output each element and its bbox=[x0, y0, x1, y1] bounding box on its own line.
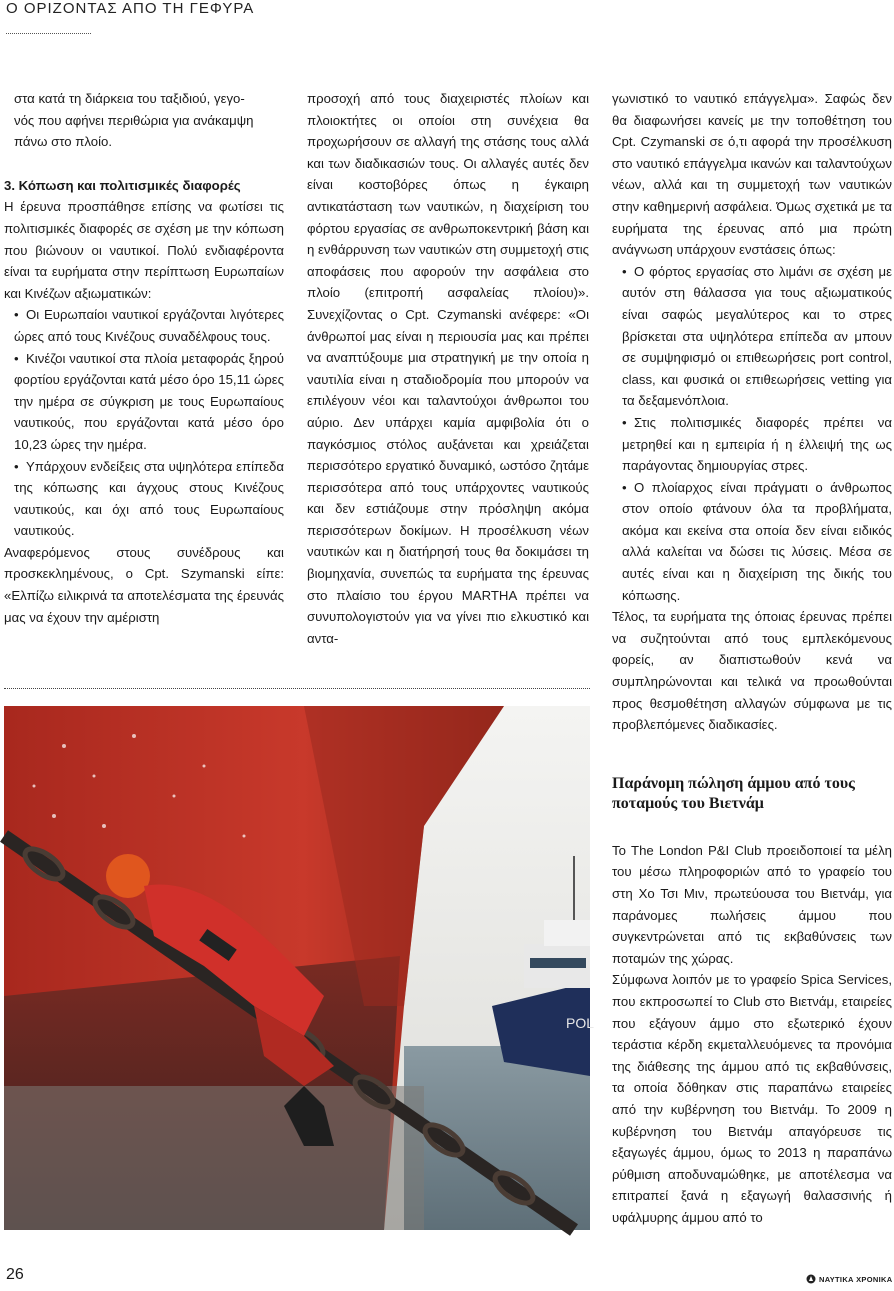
paragraph: προσοχή από τους διαχειριστές πλοίων και πλοιοκτήτες οι οποίοι στη συνέχεια θα προχωρήσουν σε αλλαγή της στάσης τους αλλά και των διαδικασιών τους. Οι αλλαγές αυτές δεν είναι κοστοβόρες όπως η έγκαιρη αντικατάσταση των ναυτικών, η διαχείριση του φόρτου εργασίας σε ανθρωποκεντρική βάση και η ενθάρρυνση των ναυτικών στη συμμετοχή στις αποφάσεις που αφορούν την ασφάλεια στο πλοίο (επιτροπή ασφαλείας πλοίου)». Συνεχίζοντας ο Cpt. Czymanski ανέφερε: «Οι άνθρωποί μας είναι η περιουσία μας και πρέπει να αναπτύξουμε μια στρατηγική με την οποία η ναυτιλία είναι η σταδιοδρομία που μπορούν να επιλέγουν νέοι και ταλαντούχοι άνθρωποι του αύριο. Δεν υπάρχει καμία αμφιβολία ότι ο παγκόσμιος στόλος αυξάνεται και χρειάζεται περισσότερο εργατικό δυναμικό, ωστόσο ζητάμε περισσότερα από τους υπάρχοντες ναυτικούς και δεν εστιάζουμε στην πρόσληψη ακόμα περισσότερων δοκίμων. Η προσέλκυση νέων ναυτικών και η διατήρησή τους θα δοκιμάσει τη βιομηχανία, συνεπώς τα ευρήματα της έρευνας στο πλαίσιο του έργου MARTHA πρέπει να συνυπολογιστούν για να γίνει πιο ελκυστικό και αντα- bbox=[307, 91, 589, 646]
photo-divider bbox=[4, 688, 590, 689]
text-column-3 bbox=[612, 88, 892, 1229]
bullet-item: • Υπάρχουν ενδείξεις στα υψηλότερα επίπεδα της κόπωσης και άγχους στους Κινέζους ναυτικούς, και όχι από τους Ευρωπαίους ναυτικούς. bbox=[14, 458, 284, 539]
paragraph: Τέλος, τα ευρήματα της όποιας έρευνας πρέπει να συζητούνται από τους εμπλεκόμενους φορείς, αν διαπιστωθούν κενά να συμπληρώνονται και τελικά να προωθούνται προς θεσμοθέτηση αλλαγών σύμφωνα με τις προβλεπόμενες διαδικασίες. bbox=[612, 609, 892, 733]
header-divider bbox=[6, 33, 91, 34]
bullet-item: • Κινέζοι ναυτικοί στα πλοία μεταφοράς ξηρού φορτίου εργάζονται κατά μέσο όρο 15,11 ώρες την ημέρα σε σύγκριση με τους Ευρωπαίους ναυτικούς, που εργάζονται κατά μέσο όρο 10,23 ώρες την ημέρα. bbox=[14, 350, 284, 452]
text-column-2 bbox=[307, 88, 589, 649]
page-number: 26 bbox=[6, 1266, 24, 1283]
paragraph: Σύμφωνα λοιπόν με το γραφείο Spica Services, που εκπροσωπεί το Club στο Βιετνάμ, εταιρείες που εξάγουν άμμο στο εξωτερικό έχουν τεράστια κέρδη εκμεταλλευόμενες τα προνόμια της διάθεσης της άμμου από τις εκβαθύνσεις, τα οποία δόθηκαν στις παραπάνω εταιρείες από την κυβέρνηση του Βιετνάμ. Το 2009 η κυβέρνηση του Βιετνάμ απαγόρευσε τις εξαγωγές άμμου, όμως το 2013 η παραπάνω ρύθμιση αποδυναμώθηκε, με αποτέλεσμα να επιτραπεί ξανά η εξαγωγή θαλασσινής ή υφάλμυρης άμμου από το bbox=[612, 972, 892, 1225]
bullet-item: • Ο φόρτος εργασίας στο λιμάνι σε σχέση με αυτόν στη θάλασσα για τους αξιωματικούς είναι σαφώς μεγαλύτερος και το στρες βρίσκεται στα υψηλότερα επίπεδα αν μπουν σε συμψηφισμό οι επιθεωρήσεις port control, class, και φυσικά οι επιθεωρήσεις vetting για τα δεξαμενόπλοια. bbox=[622, 263, 892, 409]
paragraph: γωνιστικό το ναυτικό επάγγελμα». Σαφώς δεν θα διαφωνήσει κανείς με την τοποθέτηση του Cpt. Czymanski σε ό,τι αφορά την προσέλκυση στο ναυτικό επάγγελμα ικανών και ταλαντούχων νέων, αλλά και τη συμμετοχή των ναυτικών στην καθημερινή ασφάλεια. Όμως σχετικά με τα ευρήματα της έρευνας από μια πρώτη ανάγνωση υπάρχουν ενστάσεις όπως: bbox=[612, 91, 892, 258]
text-column-1 bbox=[4, 88, 284, 628]
publication-name: ΝΑΥΤΙΚΑ ΧΡΟΝΙΚΑ bbox=[819, 1275, 893, 1284]
bullet-item: • Στις πολιτισμικές διαφορές πρέπει να μετρηθεί και η εμπειρία ή η έλλειψή της ως παράγοντας δημιουργίας στρες. bbox=[622, 414, 892, 474]
bullet-item: • Οι Ευρωπαίοι ναυτικοί εργάζονται λιγότερες ώρες από τους Κινέζους συναδέλφους τους. bbox=[14, 307, 284, 344]
paragraph: Το The London P&I Club προειδοποιεί τα μέλη του μέσω πληροφοριών από το γραφείο του στη Χο Τσι Μιν, πρωτεύουσα του Βιετνάμ, για παράνομες πωλήσεις άμμου που συγκεντρώνεται από τις εκβαθύνσεις των ποταμών της χώρας. bbox=[612, 842, 892, 966]
paragraph: Αναφερόμενος στους συνέδρους και προσκεκλημένους, ο Cpt. Szymanski είπε: «Ελπίζω ειλικρινά τα αποτελέσματα της έρευνάς μας να έχουν την αμέριστη bbox=[4, 544, 284, 625]
article-heading: Παράνομη πώληση άμμου από τους ποταμούς του Βιετνάμ bbox=[612, 774, 855, 812]
intro-line: νός που αφήνει περιθώρια για ανάκαμψη bbox=[14, 112, 254, 128]
section-subheading: 3. Κόπωση και πολιτισμικές διαφορές bbox=[4, 177, 241, 193]
running-header: Ο ΟΡΙΖΟΝΤΑΣ ΑΠΟ ΤΗ ΓΕΦΥΡΑ bbox=[6, 0, 255, 17]
intro-line: πάνω στο πλοίο. bbox=[14, 134, 113, 150]
bullet-item: • Ο πλοίαρχος είναι πράγματι ο άνθρωπος στον οποίο φτάνουν όλα τα προβλήματα, ακόμα και εκείνα στα οποία δεν είναι ειδικός αλλά καλείται να δώσει τις λύσεις. Μέσα σε αυτές είναι και η διαχείριση της δικής του κόπωσης. bbox=[622, 479, 892, 603]
intro-line: στα κατά τη διάρκεια του ταξιδιού, γεγο- bbox=[14, 91, 245, 106]
photo-seaman-on-anchor-chain bbox=[4, 706, 595, 1230]
paragraph: Η έρευνα προσπάθησε επίσης να φωτίσει τις πολιτισμικές διαφορές σε σχέση με την κόπωση που βιώνουν οι ναυτικοί. Πολύ ενδιαφέροντα είναι τα ευρήματα στην περίπτωση Ευρωπαίων και Κινέζων αξιωματικών: bbox=[4, 199, 284, 301]
publication-logo-icon bbox=[806, 1274, 816, 1284]
boat-label: POL bbox=[566, 1015, 595, 1031]
